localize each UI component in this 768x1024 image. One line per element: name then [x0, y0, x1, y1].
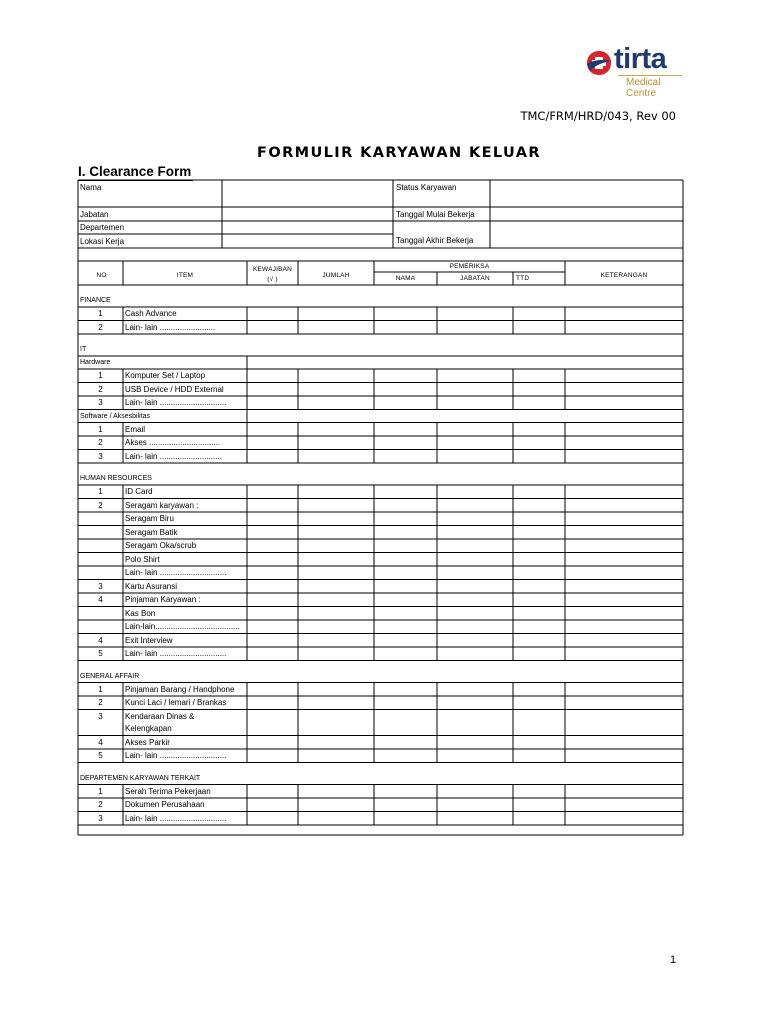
- row-item: Lain-lain......................................: [125, 622, 240, 631]
- row-item: Lain- lain ..............................: [125, 813, 227, 823]
- row-item-continued: Kelengkapan: [125, 723, 172, 733]
- row-item: Lain- lain ..............................: [125, 398, 227, 407]
- label-status: Status Karyawan: [396, 183, 457, 192]
- page-number: 1: [670, 954, 677, 966]
- row-number: 4: [98, 737, 103, 747]
- row-item: USB Device / HDD External: [125, 384, 224, 394]
- row-item: Serah Terima Pekerjaan: [125, 786, 211, 796]
- logo-brand-text: tirta: [614, 43, 667, 75]
- label-nama: Nama: [80, 183, 102, 192]
- row-item: Pinjaman Barang / Handphone: [125, 684, 235, 694]
- group-heading: GENERAL AFFAIR: [80, 672, 140, 680]
- group-heading: FINANCE: [80, 297, 111, 304]
- col-keterangan: KETERANGAN: [600, 272, 648, 279]
- row-item: Lain- lain .........................: [125, 322, 216, 332]
- row-item: Kunci Laci / lemari / Brankas: [125, 698, 227, 707]
- page-title: FORMULIR KARYAWAN KELUAR: [257, 145, 541, 161]
- row-number: 5: [98, 751, 103, 760]
- row-item: Kas Bon: [125, 608, 156, 618]
- row-item: Pinjaman Karyawan :: [125, 595, 201, 604]
- row-item: Kendaraan Dinas &: [125, 711, 195, 721]
- label-akhir: Tanggal Akhir Bekerja: [396, 236, 474, 245]
- col-no: NO: [96, 272, 107, 279]
- row-number: 4: [98, 635, 103, 645]
- row-number: 3: [98, 398, 103, 407]
- group-heading: IT: [80, 346, 87, 353]
- col-item: ITEM: [176, 272, 194, 279]
- row-number: 4: [98, 595, 103, 604]
- row-item: Lain- lain ..............................: [125, 751, 227, 760]
- row-number: 1: [98, 786, 103, 796]
- row-item: Seragam karyawan :: [125, 500, 199, 510]
- logo-sub-text: Medical Centre: [626, 77, 661, 99]
- row-number: 1: [98, 684, 103, 694]
- group-heading: HUMAN RESOURCES: [80, 475, 152, 482]
- row-item: Akses ................................: [125, 438, 221, 447]
- row-item: Seragam Biru: [125, 514, 174, 523]
- section-heading: I. Clearance Form: [78, 164, 192, 179]
- row-item: Lain- lain ............................: [125, 451, 222, 461]
- row-number: 3: [98, 813, 103, 823]
- row-number: 1: [98, 309, 103, 318]
- row-item: Lain- lain ..............................: [125, 649, 227, 658]
- row-item: Komputer Set / Laptop: [125, 371, 206, 380]
- row-number: 3: [98, 711, 103, 721]
- row-item: ID Card: [125, 487, 153, 496]
- row-number: 2: [98, 800, 103, 809]
- row-item: Kartu Asuransi: [125, 581, 178, 591]
- row-item: Akses Parkir: [125, 737, 170, 747]
- row-number: 2: [98, 698, 103, 707]
- subgroup-heading: Software / Aksesbilitas: [80, 412, 151, 420]
- row-number: 2: [98, 500, 103, 510]
- col-kewajiban-sub: (√ ): [267, 276, 278, 283]
- label-jabatan: Jabatan: [80, 210, 109, 219]
- row-number: 3: [98, 581, 103, 591]
- col-pemeriksa-jabatan: JABATAN: [460, 275, 490, 282]
- row-number: 3: [98, 451, 103, 461]
- col-pemeriksa: PEMERIKSA: [449, 263, 490, 270]
- row-item: Seragam Oka/scrub: [125, 541, 197, 550]
- subgroup-heading: Hardware: [80, 359, 111, 366]
- group-heading: DEPARTEMEN KARYAWAN TERKAIT: [80, 774, 201, 782]
- row-item: Exit Interview: [125, 635, 173, 645]
- row-number: 2: [98, 384, 103, 394]
- col-pemeriksa-nama: NAMA: [395, 275, 416, 282]
- row-number: 2: [98, 322, 103, 332]
- col-pemeriksa-ttd: TTD: [516, 275, 530, 282]
- col-jumlah: JUMLAH: [322, 272, 350, 279]
- row-number: 5: [98, 649, 103, 658]
- row-item: Seragam Batik: [125, 527, 178, 537]
- row-item: Polo Shirt: [125, 554, 160, 564]
- label-lokasi: Lokasi Kerja: [80, 237, 125, 246]
- document-code: TMC/FRM/HRD/043, Rev 00: [520, 109, 676, 123]
- label-mulai: Tanggal Mulai Bekerja: [396, 210, 475, 219]
- row-item: Email: [125, 424, 146, 434]
- row-item: Cash Advance: [125, 309, 177, 318]
- row-number: 1: [98, 487, 103, 496]
- row-number: 2: [98, 438, 103, 447]
- label-departemen: Departemen: [80, 223, 125, 232]
- row-item: Lain- lain ..............................: [125, 568, 227, 577]
- row-number: 1: [98, 424, 103, 434]
- col-kewajiban: KEWAJIBAN: [252, 266, 293, 273]
- row-item: Dokumen Perusahaan: [125, 800, 205, 809]
- row-number: 1: [98, 371, 103, 380]
